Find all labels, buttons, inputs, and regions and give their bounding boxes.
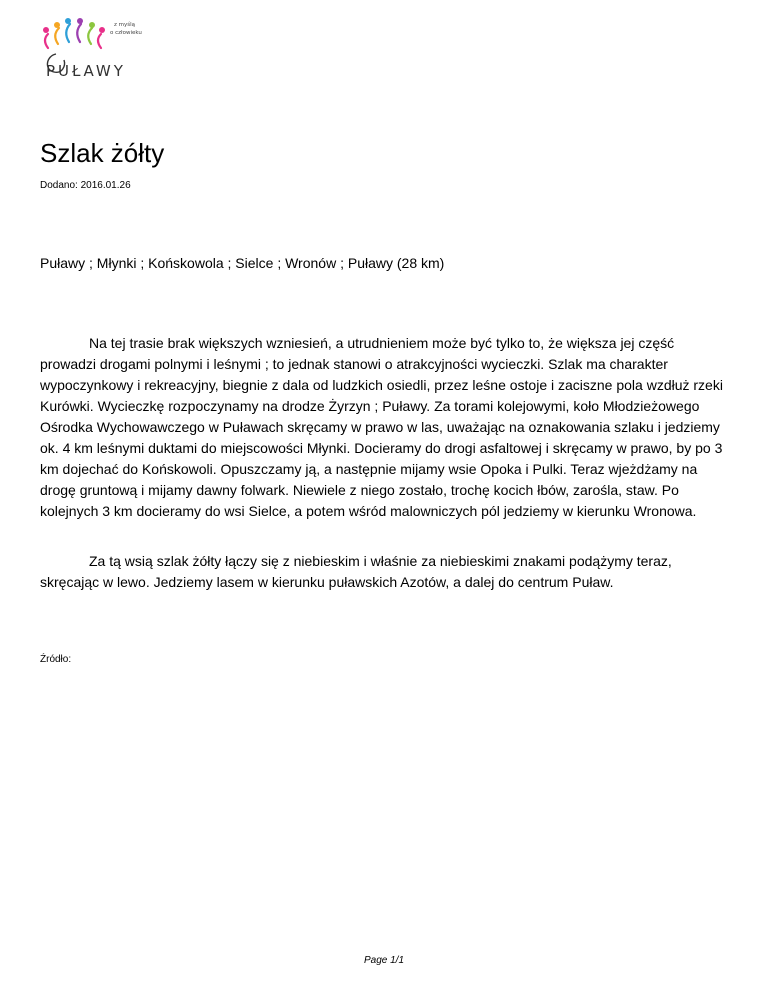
city-logo-icon: [36, 14, 156, 84]
page-title: Szlak żółty: [40, 138, 165, 168]
route-line: Puławy ; Młynki ; Końskowola ; Sielce ; Wronów ; Puławy (28 km): [40, 255, 445, 271]
svg-text:o człowieku: o człowieku: [110, 30, 142, 36]
source-label: Źródło:: [40, 654, 72, 665]
svg-text:z myślą: z myślą: [114, 22, 136, 28]
publish-date: Dodano: 2016.01.26: [40, 180, 131, 191]
page-number: Page 1/1: [363, 955, 405, 966]
svg-text:PUŁAWY: PUŁAWY: [46, 62, 126, 80]
city-logo[interactable]: [36, 14, 156, 84]
article-paragraph-1: Na tej trasie brak większych wzniesień, a utrudnieniem może być tylko to, że większa jej część prowadzi drogami polnymi i leśnymi ; to jednak stanowi o atrakcyjności wycieczki. Szlak ma charakter wypoczynkowy i rekreacyjny, biegnie z dala od ludzkich osiedli, przez leśne ostoje i zaciszne pola wzdłuż rzeki Kurówki. Wycieczkę rozpoczynamy na drodze Żyrzyn ; Puławy. Za torami kolejowymi, koło Młodzieżowego Ośrodka Wychowawczego w Puławach skręcamy w prawo w las, uważając na oznakowania szlaku i jedziemy ok. 4 km leśnymi duktami do miejscowości Młynki. Docieramy do drogi asfaltowej i skręcamy w prawo, by po 3 km dojechać do Końskowoli. Opuszczamy ją, a następnie mijamy wsie Opoka i Pulki. Teraz wjeżdżamy na drogę gruntową i mijamy dawny folwark. Niewiele z niego zostało, trochę kocich łbów, zarośla, staw. Po kolejnych 3 km docieramy do wsi Sielce, a potem wśród malowniczych pól jedziemy w kierunku Wronowa.: [40, 335, 723, 519]
article-paragraph-2: Za tą wsią szlak żółty łączy się z niebieskim i właśnie za niebieskimi znakami podążymy teraz, skręcając w lewo. Jedziemy lasem w kierunku puławskich Azotów, a dalej do centrum Puław.: [40, 553, 672, 590]
